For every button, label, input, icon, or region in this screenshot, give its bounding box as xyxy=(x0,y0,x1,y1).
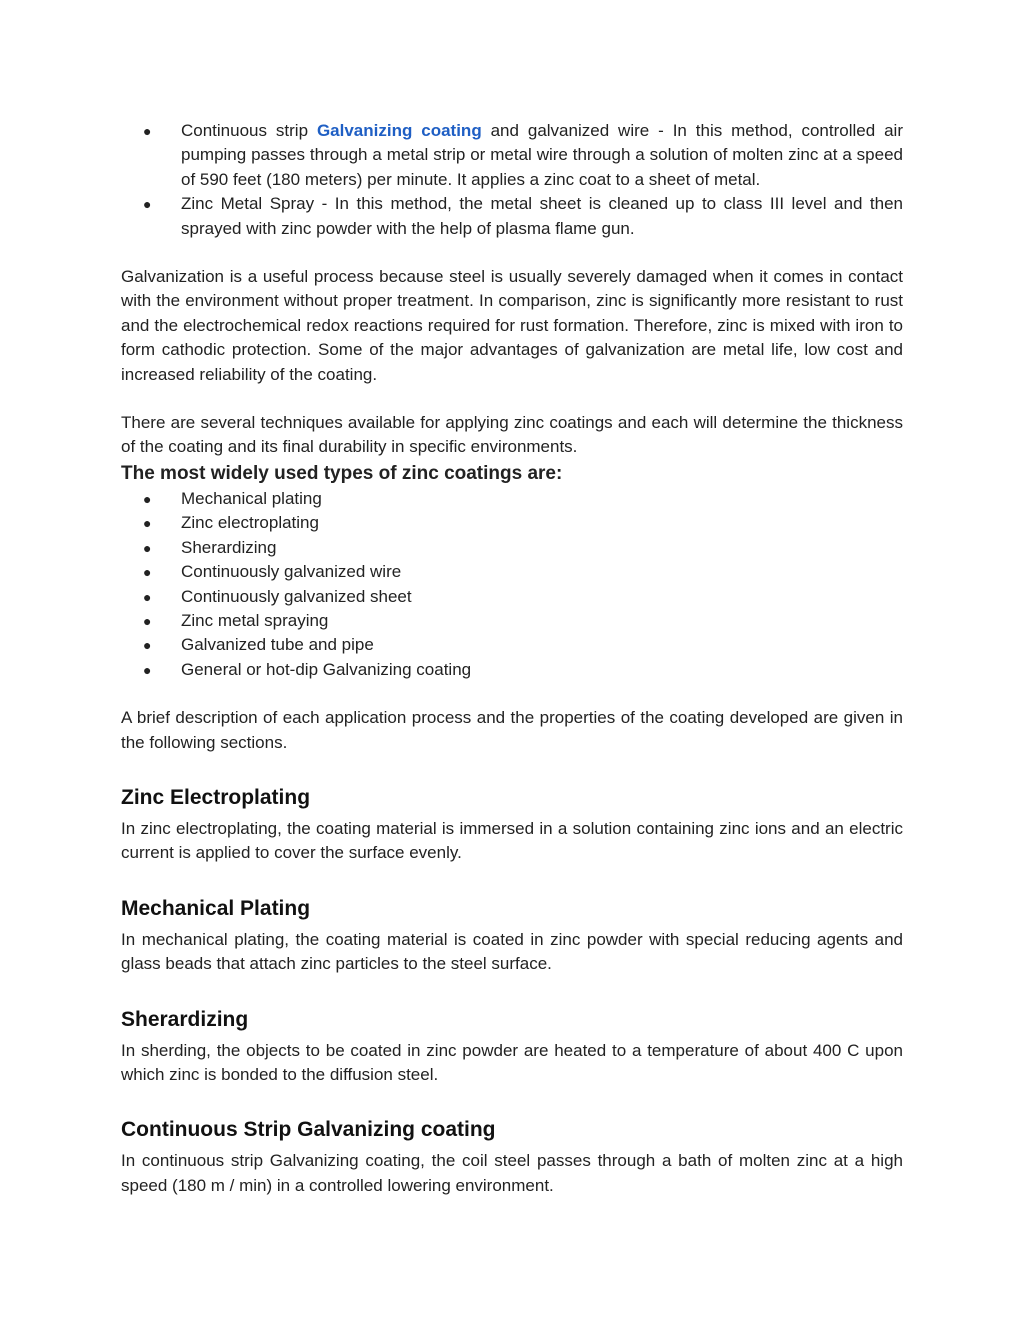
brief-paragraph: A brief description of each application process and the properties of the coating developed are given in the following sections. xyxy=(121,708,903,752)
list-item xyxy=(121,192,903,241)
list-item xyxy=(121,536,903,560)
list-item xyxy=(121,119,903,192)
bullet-icon: ● xyxy=(143,123,152,139)
section-heading-sherardizing: Sherardizing xyxy=(121,1007,249,1031)
galvanizing-coating-link[interactable]: Galvanizing coating xyxy=(316,121,482,140)
list-item-text: Zinc electroplating xyxy=(181,513,319,533)
list-item-text: Continuously galvanized wire xyxy=(181,562,402,582)
section-heading-mechanical-plating: Mechanical Plating xyxy=(121,896,311,920)
section-body-mechanical-plating: In mechanical plating, the coating material is coated in zinc powder with special reducing agents and glass beads that attach zinc particles to the steel surface. xyxy=(121,929,903,974)
list-item-text: Zinc Metal Spray - In this method, the metal sheet is cleaned up to class III level and then sprayed with zinc powder with the help of plasma flame gun. xyxy=(181,194,903,238)
bullet-icon: ● xyxy=(143,196,152,213)
list-item xyxy=(121,585,903,609)
list-item-text: Zinc metal spraying xyxy=(181,610,329,630)
bullet-icon: ● xyxy=(143,661,152,678)
list-item xyxy=(121,633,903,657)
bullet-icon: ● xyxy=(143,637,152,654)
intro-method-list xyxy=(121,119,903,241)
list-item-text: General or hot-dip Galvanizing coating xyxy=(181,659,472,679)
section-heading-continuous-strip: Continuous Strip Galvanizing coating xyxy=(121,1118,496,1142)
coating-types-list xyxy=(121,487,903,682)
galvanization-paragraph: Galvanization is a useful process because steel is usually severely damaged when it comes in contact with the environment without proper treatment. In comparison, zinc is significantly more resistant to rust and the electrochemical redox reactions required for rust formation. Therefore, zinc is mixed with iron to form cathodic protection. Some of the major advantages of galvanization are metal life, low cost and increased reliability of the coating. xyxy=(121,267,903,384)
bullet-icon: ● xyxy=(143,515,152,532)
list-item xyxy=(121,487,903,511)
list-item xyxy=(121,560,903,584)
bullet-icon: ● xyxy=(143,612,152,629)
document-body xyxy=(121,119,903,1198)
list-item-prefix: Continuous strip xyxy=(181,121,317,140)
list-item-text: Continuously galvanized sheet xyxy=(181,586,412,606)
types-heading: The most widely used types of zinc coatings are: xyxy=(121,462,563,484)
techniques-paragraph: There are several techniques available for applying zinc coatings and each will determine the thickness of the coating and its final durability in specific environments. xyxy=(121,413,903,457)
list-item xyxy=(121,658,903,682)
list-item-suffix: and galvanized wire - In this method, controlled air pumping passes through a metal strip or metal wire through a solution of molten zinc at a speed of 590 feet (180 meters) per minute. It applies a zinc coat to a sheet of metal. xyxy=(181,121,903,189)
list-item-text: Sherardizing xyxy=(181,537,277,557)
list-item-text: Mechanical plating xyxy=(181,488,322,508)
list-item xyxy=(121,511,903,535)
list-item-text: Galvanized tube and pipe xyxy=(181,635,374,655)
list-item xyxy=(121,609,903,633)
section-heading-zinc-electroplating: Zinc Electroplating xyxy=(121,785,311,809)
bullet-icon: ● xyxy=(143,564,152,581)
section-body-sherardizing: In sherding, the objects to be coated in zinc powder are heated to a temperature of about 400 C upon which zinc is bonded to the diffusion steel. xyxy=(121,1040,903,1084)
bullet-icon: ● xyxy=(143,588,152,605)
bullet-icon: ● xyxy=(143,539,152,556)
section-body-continuous-strip: In continuous strip Galvanizing coating, the coil steel passes through a bath of molten zinc at a high speed (180 m / min) in a controlled lowering environment. xyxy=(121,1151,903,1195)
bullet-icon: ● xyxy=(143,490,152,507)
section-body-zinc-electroplating: In zinc electroplating, the coating material is immersed in a solution containing zinc ions and an electric current is applied to cover the surface evenly. xyxy=(121,818,903,863)
